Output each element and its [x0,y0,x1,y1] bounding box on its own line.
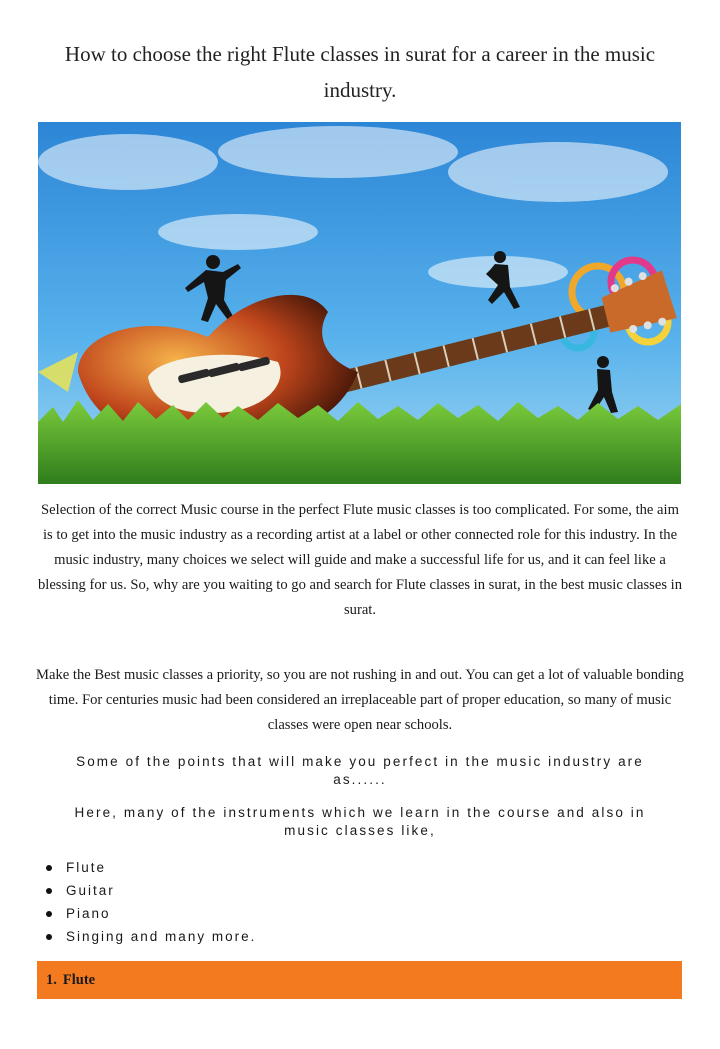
list-item-label: Guitar [66,883,115,898]
bullet-icon [46,934,52,940]
hero-image [38,122,681,484]
second-paragraph: Make the Best music classes a priority, so you are not rushing in and out. You can get a lot of valuable bonding time. For centuries music had been considered an irreplaceable part of proper education, so many of music classes were open near schools. [36,667,684,733]
section-heading: Flute [62,971,96,988]
list-item-label: Flute [66,860,107,875]
list-item [46,879,256,902]
page-title: How to choose the right Flute classes in surat for a career in the music industry. [64,42,656,102]
list-item [46,856,256,879]
bullet-icon [46,888,52,894]
points-intro: Some of the points that will make you perfect in the music industry are as...... [76,754,644,787]
list-item-label: Singing and many more. [66,929,257,944]
list-item-label: Piano [66,906,111,921]
instruments-intro: Here, many of the instruments which we learn in the course and also in music classes like, [74,805,646,838]
section-number: 1. [46,971,57,988]
intro-paragraph: Selection of the correct Music course in the perfect Flute music classes is too complicated. For some, the aim is to get into the music industry as a recording artist at a label or other connected role for this industry. In the music industry, many choices we select will guide and make a successful life for us, and it can feel like a blessing for us. So, why are you waiting to go and search for Flute classes in surat, in the best music classes in surat. [37,502,683,618]
bullet-icon [46,865,52,871]
list-item [46,925,256,948]
list-item [46,902,256,925]
bullet-icon [46,911,52,917]
section-heading-bar [37,961,682,999]
instrument-list [46,856,256,948]
